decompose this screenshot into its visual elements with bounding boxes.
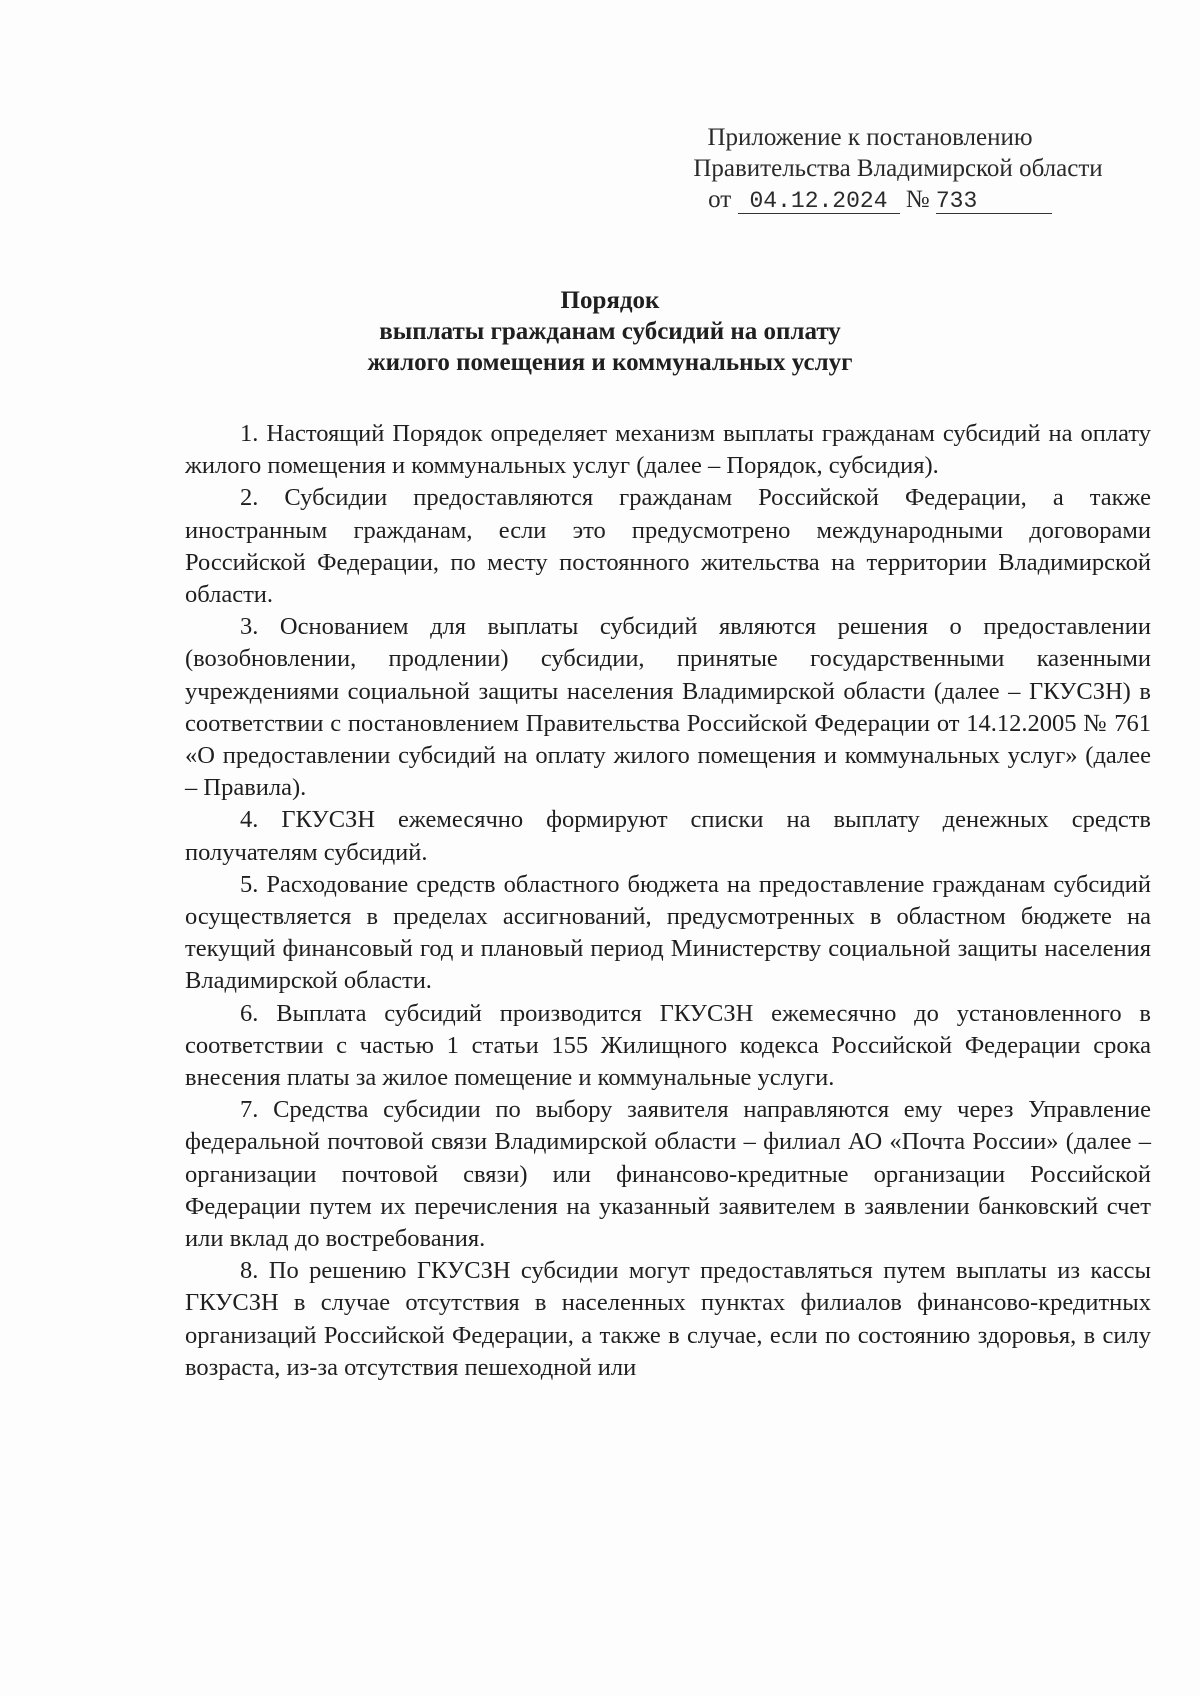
appendix-date-line	[620, 184, 1140, 215]
title-line-3: жилого помещения и коммунальных услуг	[367, 349, 853, 376]
paragraph-4: 4. ГКУСЗН ежемесячно формируют списки на выплату денежных средств получателям субсидий.	[185, 806, 1151, 866]
paragraph-2: 2. Субсидии предоставляются гражданам Российской Федерации, а также иностранным гражданам, если это предусмотрено международными договорами Российской Федерации, по месту постоянного жительства на территории Владимирской области.	[185, 484, 1151, 609]
title-line-2: выплаты гражданам субсидий на оплату	[379, 318, 841, 345]
appendix-line-2: Правительства Владимирской области	[693, 155, 1103, 182]
document-body	[185, 418, 1151, 1384]
appendix-line-1: Приложение к постановлению	[707, 124, 1033, 151]
decree-number: 733	[936, 189, 1052, 214]
paragraph-5: 5. Расходование средств областного бюджета на предоставление гражданам субсидий осуществляется в пределах ассигнований, предусмотренных в областном бюджете на текущий финансовый год и плановый период Министерству социальной защиты населения Владимирской области.	[185, 870, 1151, 995]
paragraph-7: 7. Средства субсидии по выбору заявителя направляются ему через Управление федеральной почтовой связи Владимирской области – филиал АО «Почта России» (далее – организации почтовой связи) или финансово-кредитные организации Российской Федерации путем их перечисления на указанный заявителем в заявлении банковский счет или вклад до востребования.	[185, 1096, 1151, 1253]
paragraph-1: 1. Настоящий Порядок определяет механизм выплаты гражданам субсидий на оплату жилого помещения и коммунальных услуг (далее – Порядок, субсидия).	[185, 420, 1151, 480]
date-prefix: от	[708, 186, 732, 213]
appendix-header	[600, 122, 1140, 215]
document-title	[180, 285, 1040, 378]
paragraph-8: 8. По решению ГКУСЗН субсидии могут предоставляться путем выплаты из кассы ГКУСЗН в случае отсутствия в населенных пунктах филиалов финансово-кредитных организаций Российской Федерации, а также в случае, если по состоянию здоровья, в силу возраста, из-за отсутствия пешеходной или	[185, 1257, 1151, 1381]
decree-date: 04.12.2024	[738, 189, 900, 214]
paragraph-3: 3. Основанием для выплаты субсидий являются решения о предоставлении (возобновлении, продлении) субсидии, принятые государственными казенными учреждениями социальной защиты населения Владимирской области (далее – ГКУСЗН) в соответствии с постановлением Правительства Российской Федерации от 14.12.2005 № 761 «О предоставлении субсидий на оплату жилого помещения и коммунальных услуг» (далее – Правила).	[185, 613, 1151, 802]
title-line-1: Порядок	[560, 287, 660, 314]
number-sign: №	[905, 186, 930, 213]
paragraph-6: 6. Выплата субсидий производится ГКУСЗН ежемесячно до установленного в соответствии с частью 1 статьи 155 Жилищного кодекса Российской Федерации срока внесения платы за жилое помещение и коммунальные услуги.	[185, 999, 1151, 1092]
